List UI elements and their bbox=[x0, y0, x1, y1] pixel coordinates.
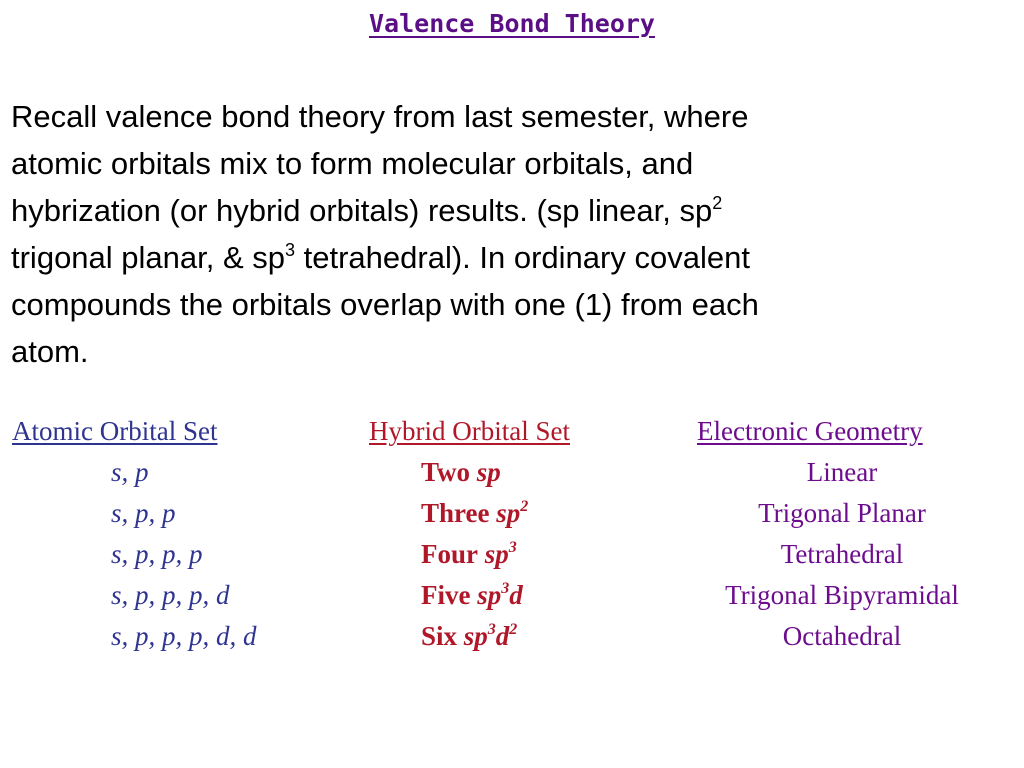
atomic-set-row-1: s, p bbox=[111, 457, 149, 487]
atomic-set-row-5: s, p, p, p, d, d bbox=[111, 621, 257, 651]
hybrid-superscript-row-5: 3 bbox=[487, 621, 496, 638]
geometry-row-5: Octahedral bbox=[782, 621, 902, 651]
hybrid-count-row-5: Six bbox=[421, 621, 458, 651]
paragraph-line-2-text: atomic orbitals mix to form molecular orbitals, and bbox=[11, 146, 694, 181]
paragraph-line-3-text: hybrization (or hybrid orbitals) results. (sp linear, sp bbox=[11, 193, 713, 228]
geometry-row-1: Linear bbox=[806, 457, 878, 487]
hybrid-superscript-row-4: 3 bbox=[501, 580, 510, 597]
hybrid-set-row-1 bbox=[421, 457, 501, 487]
hybrid-set-row-5 bbox=[421, 621, 517, 651]
hybrid-count-row-3: Four bbox=[421, 539, 478, 569]
geometry-row-2: Trigonal Planar bbox=[758, 498, 926, 528]
header-electronic-geometry: Electronic Geometry bbox=[697, 416, 923, 446]
hybrid-type-row-2: sp bbox=[496, 498, 521, 528]
paragraph-line-4 bbox=[11, 234, 1015, 281]
hybrid-count-row-2: Three bbox=[421, 498, 490, 528]
paragraph-line-2 bbox=[11, 140, 1015, 187]
paragraph-line-3-superscript: 2 bbox=[712, 193, 723, 213]
hybrid-type-row-5: sp bbox=[463, 621, 488, 651]
hybrid-superscript2-row-5: 2 bbox=[509, 621, 518, 638]
hybrid-d-row-4: d bbox=[509, 580, 523, 610]
geometry-row-3: Tetrahedral bbox=[780, 539, 904, 569]
paragraph-line-6-text: atom. bbox=[11, 334, 89, 369]
paragraph-line-5 bbox=[11, 281, 1015, 328]
hybrid-count-row-1: Two bbox=[421, 457, 471, 487]
paragraph-line-1 bbox=[11, 93, 1015, 140]
hybrid-type-row-4: sp bbox=[477, 580, 502, 610]
hybrid-set-row-3 bbox=[421, 539, 517, 569]
paragraph-line-3 bbox=[11, 187, 1015, 234]
header-atomic-orbital-set: Atomic Orbital Set bbox=[12, 416, 218, 446]
intro-paragraph bbox=[11, 93, 1015, 375]
paragraph-line-4-continuation: tetrahedral). In ordinary covalent bbox=[295, 240, 750, 275]
hybrid-type-row-3: sp bbox=[484, 539, 509, 569]
hybrid-set-row-2 bbox=[421, 498, 528, 528]
paragraph-line-6 bbox=[11, 328, 1015, 375]
hybrid-d-row-5: d bbox=[495, 621, 510, 651]
paragraph-line-4-superscript: 3 bbox=[285, 240, 296, 260]
atomic-set-row-3: s, p, p, p bbox=[111, 539, 203, 569]
atomic-set-row-4: s, p, p, p, d bbox=[111, 580, 230, 610]
hybrid-superscript-row-3: 3 bbox=[508, 539, 517, 556]
hybrid-superscript-row-2: 2 bbox=[520, 498, 529, 515]
hybrid-count-row-4: Five bbox=[421, 580, 471, 610]
hybrid-type-row-1: sp bbox=[476, 457, 501, 487]
slide-title: Valence Bond Theory bbox=[369, 9, 655, 38]
atomic-set-row-2: s, p, p bbox=[111, 498, 176, 528]
header-hybrid-orbital-set: Hybrid Orbital Set bbox=[369, 416, 570, 446]
paragraph-line-5-text: compounds the orbitals overlap with one (1) from each bbox=[11, 287, 759, 322]
geometry-row-4: Trigonal Bipyramidal bbox=[725, 580, 959, 610]
hybrid-set-row-4 bbox=[421, 580, 523, 610]
paragraph-line-4-text: trigonal planar, & sp bbox=[11, 240, 286, 275]
paragraph-line-1-text: Recall valence bond theory from last semester, where bbox=[11, 99, 749, 134]
